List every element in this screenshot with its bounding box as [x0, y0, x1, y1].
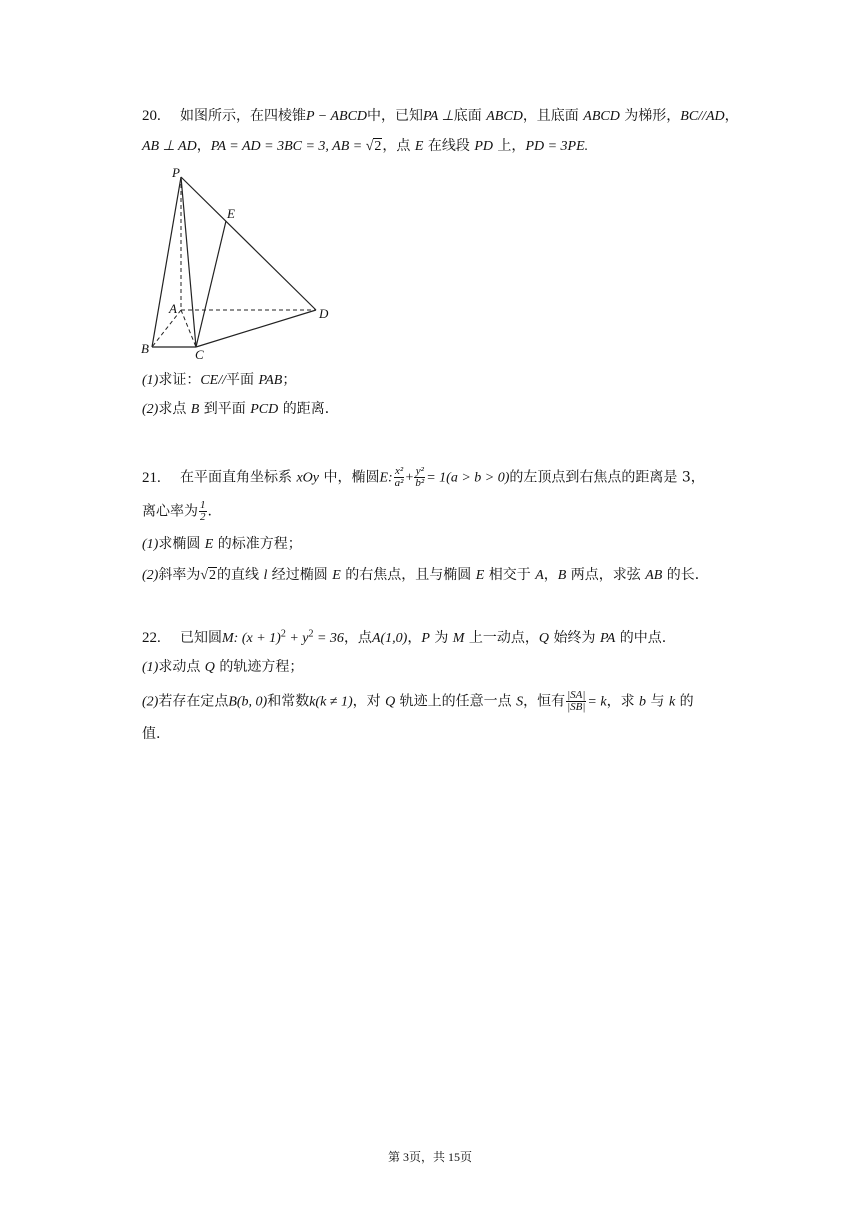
q21-line-1: 21. 在平面直角坐标系 xOy 中，椭圆E: $\frac{\text{x²}}{\text{a²}}$ + $\frac{\text{y²}}{\text{b²}}$ = 1(a > b > 0)的左顶点到右焦点的距离是 3， — [142, 465, 705, 489]
page-footer: 第 3页，共 15页 — [387, 1150, 472, 1164]
q22-line-3: 值. — [142, 726, 161, 742]
q22-part-1: (1)求动点 Q 的轨迹方程； — [142, 659, 304, 675]
fraction-sa-sb: $\frac{|SA|}{|SB|}$ — [567, 689, 586, 713]
edge-PB — [152, 177, 181, 347]
q20-part-1: (1)求证：CE//平面 PAB； — [142, 372, 297, 388]
fraction-one-half: $\frac{1}{2}$ — [200, 499, 206, 523]
q21-part-2: (2)斜率为√2的直线 l 经过椭圆 E 的右焦点，且与椭圆 E 相交于 A，B 两点，求弦 AB 的长． — [142, 567, 709, 583]
pyramid-figure — [138, 165, 338, 360]
q22-part-2: (2)若存在定点B(b, 0)和常数k(k ≠ 1)，对 Q 轨迹上的任意一点 S，恒有 $\frac{|SA|}{|SB|}$ = k，求 b 与 k 的 — [142, 689, 694, 713]
sqrt-2: √2 — [365, 139, 382, 154]
q20-line-1: 20. 如图所示，在四棱锥P − ABCD中，已知PA ⊥底面 ABCD，且底面 ABCD 为梯形，BC//AD， — [142, 108, 739, 124]
label-A: A — [169, 301, 177, 316]
q21-number: 21. — [142, 469, 161, 486]
q21-part-1: (1)求椭圆 E 的标准方程； — [142, 536, 302, 552]
sqrt-2: √2 — [200, 568, 217, 583]
q20-part-2: (2)求点 B 到平面 PCD 的距离． — [142, 401, 339, 417]
edge-CD — [196, 310, 316, 347]
q22-number: 22. — [142, 630, 161, 646]
label-C: C — [195, 347, 204, 360]
label-P: P — [172, 165, 180, 180]
edge-PD — [181, 177, 316, 310]
fraction-x2-a2: $\frac{\text{x²}}{\text{a²}}$ — [394, 465, 404, 489]
edge-PC — [181, 177, 196, 347]
label-E: E — [227, 206, 235, 221]
label-B: B — [141, 341, 149, 356]
q20-line-2: AB ⊥ AD，PA = AD = 3BC = 3, AB = √2，点 E 在线段 PD 上，PD = 3PE. — [142, 138, 589, 154]
q22-line-1: 22. 已知圆M: $(x + 1)^2 + y^2 = 36$，点A(1,0)，P 为 M 上一动点，Q 始终为 PA 的中点. — [142, 628, 667, 646]
q20-number: 20. — [142, 108, 161, 124]
q21-line-2: 离心率为 $\frac{1}{2}$ . — [142, 499, 212, 523]
segment-CE — [196, 221, 226, 347]
label-D: D — [319, 306, 329, 321]
fraction-y2-b2: $\frac{\text{y²}}{\text{b²}}$ — [415, 465, 425, 489]
